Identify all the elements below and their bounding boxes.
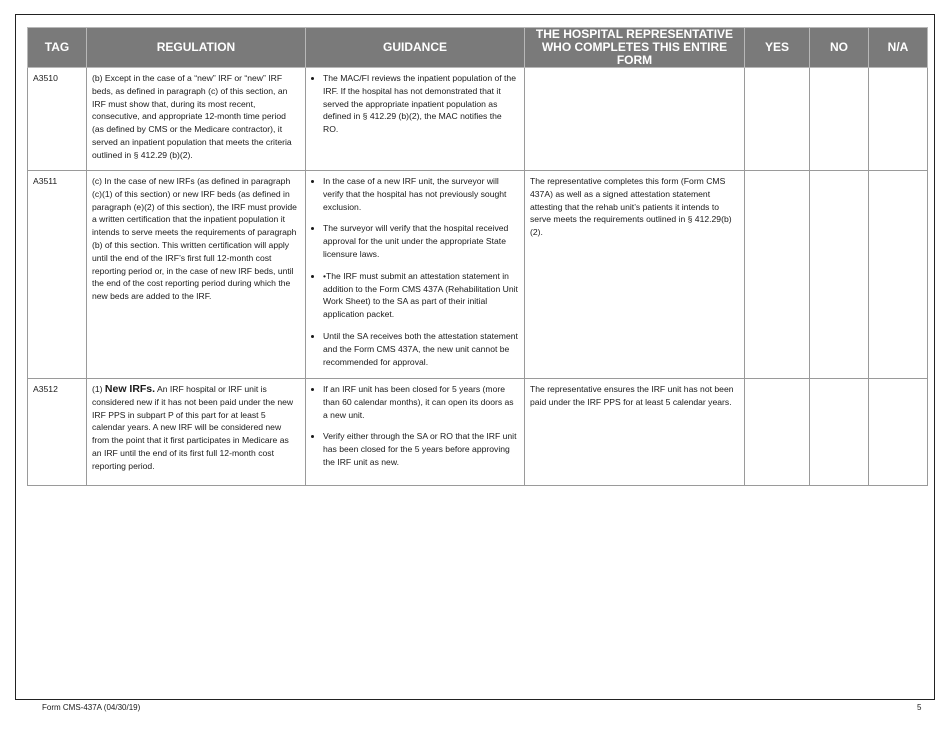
no-cell[interactable] <box>810 379 869 486</box>
header-yes: YES <box>745 28 810 68</box>
guidance-item: • The MAC/FI reviews the inpatient population of the IRF. If the hospital has not demonstrated that it served the appropriate inpatient population as defined in § 412.29 (b)(2), the MAC notifies the RO. <box>323 72 519 136</box>
header-guidance: GUIDANCE <box>306 28 525 68</box>
tag-cell: A3512 <box>28 379 87 486</box>
guidance-list <box>311 175 519 368</box>
regulation-cell <box>87 68 306 171</box>
header-na: N/A <box>869 28 928 68</box>
representative-cell <box>525 379 745 486</box>
representative-text: The representative completes this form (Form CMS 437A) as well as a signed attestation statement attesting that the rehab unit’s patients it intends to serve meets the requirements outlined in § 412.29(b)(2). <box>530 176 732 238</box>
na-cell[interactable] <box>869 379 928 486</box>
yes-cell[interactable] <box>745 68 810 171</box>
guidance-list <box>311 72 519 136</box>
table-row <box>28 171 928 379</box>
na-cell[interactable] <box>869 68 928 171</box>
regulation-text: (b) Except in the case of a “new” IRF or “new” IRF beds, as defined in paragraph (c) of this section, an IRF must show that, during its most recent, consecutive, and appropriate 12-month time period (as defined by CMS or the Medicare contractor), it served an inpatient population that meets the criteria outlined in § 412.29 (b)(2). <box>92 73 292 160</box>
representative-cell <box>525 171 745 379</box>
regulation-cell <box>87 379 306 486</box>
regulation-heading: New IRFs. <box>104 383 156 395</box>
na-cell[interactable] <box>869 171 928 379</box>
guidance-cell <box>306 171 525 379</box>
table-row <box>28 68 928 171</box>
survey-form-table <box>27 27 928 486</box>
guidance-item: • Verify either through the SA or RO that the IRF unit has been closed for the 5 years before approving the IRF unit as new. <box>323 430 519 468</box>
guidance-item: • The surveyor will verify that the hospital received approval for the unit under the appropriate State licensure laws. <box>323 222 519 260</box>
tag-cell: A3510 <box>28 68 87 171</box>
yes-cell[interactable] <box>745 379 810 486</box>
guidance-item: • In the case of a new IRF unit, the surveyor will verify that the hospital has not previously sought exclusion. <box>323 175 519 213</box>
regulation-cell <box>87 171 306 379</box>
regulation-lead: (1) <box>92 384 105 394</box>
header-no: NO <box>810 28 869 68</box>
yes-cell[interactable] <box>745 171 810 379</box>
page-number: 5 <box>917 703 922 712</box>
representative-cell <box>525 68 745 171</box>
header-regulation: REGULATION <box>87 28 306 68</box>
guidance-item: • Until the SA receives both the attestation statement and the Form CMS 437A, the new unit cannot be recommended for approval. <box>323 330 519 368</box>
regulation-text <box>92 383 300 473</box>
header-row <box>28 28 928 68</box>
no-cell[interactable] <box>810 171 869 379</box>
guidance-item: • •The IRF must submit an attestation statement in addition to the Form CMS 437A (Rehabilitation Unit Work Sheet) to the SA as part of their initial application packet. <box>323 270 519 321</box>
guidance-list <box>311 383 519 469</box>
tag-cell: A3511 <box>28 171 87 379</box>
form-id: Form CMS-437A (04/30/19) <box>42 703 141 712</box>
regulation-body: An IRF hospital or IRF unit is considered new if it has not been paid under the new IRF PPS in subpart P of this part for at least 5 calendar years. A new IRF will be considered new from the point that it first participates in Medicare as an IRF until the end of its first full 12-month cost reporting period. <box>92 384 294 471</box>
table-row <box>28 379 928 486</box>
guidance-item: • If an IRF unit has been closed for 5 years (more than 60 calendar months), it can open its doors as a new unit. <box>323 383 519 421</box>
guidance-cell <box>306 379 525 486</box>
representative-text: The representative ensures the IRF unit has not been paid under the IRF PPS for at least 5 calendar years. <box>530 384 734 407</box>
header-tag: TAG <box>28 28 87 68</box>
header-representative: THE HOSPITAL REPRESENTATIVE WHO COMPLETES THIS ENTIRE FORM <box>525 28 745 68</box>
no-cell[interactable] <box>810 68 869 171</box>
regulation-text: (c) In the case of new IRFs (as defined in paragraph (c)(1) of this section) or new IRF beds (as defined in paragraph (e)(2) of this section), the IRF must provide a written certification that the inpatient population it intends to serve meets the requirements of paragraph (b) of this section. This written certification will apply until the end of the IRF’s first full 12-month cost reporting period or, in the case of new IRF beds, until the end of the cost reporting period during which the new beds are added to the IRF. <box>92 176 297 302</box>
guidance-cell <box>306 68 525 171</box>
